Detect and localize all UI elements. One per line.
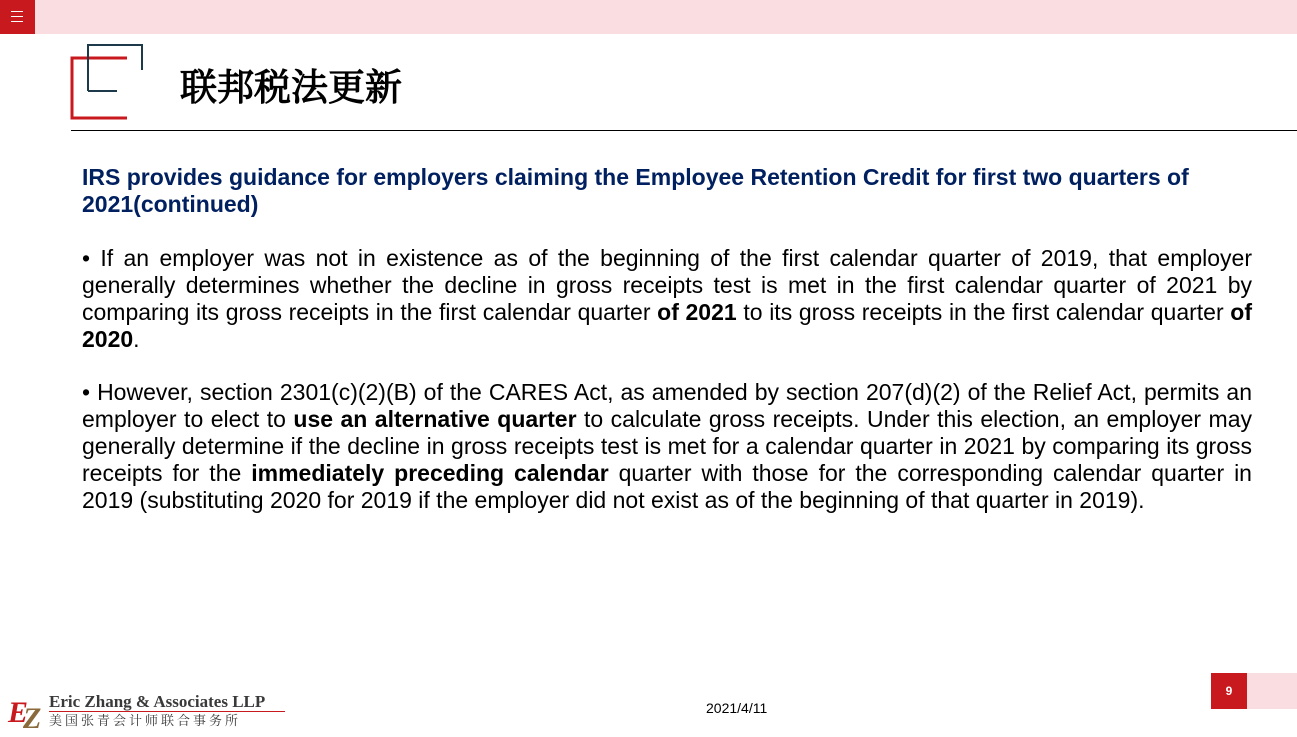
page-number: 9	[1211, 673, 1247, 709]
paragraph-2-text-1: • However, section 2301(c)(2)(B) of the CARES Act, as amended by section 207(d)(2) of the Relief Act, permits an employer to elect to	[82, 379, 1252, 432]
paragraph-2-bold-2: immediately preceding calendar	[251, 460, 609, 486]
firm-name-chinese: 美国张青会计师联合事务所	[49, 714, 242, 729]
paragraph-2-text-3: quarter with those for the corresponding calendar quarter in 2019 (substituting 2020 for 2019 if the employer did not exist as of the beginning of that quarter in 2019).	[82, 460, 1252, 513]
firm-name-underline	[49, 711, 285, 712]
firm-name: Eric Zhang & Associates LLP	[49, 692, 266, 711]
firm-logo	[7, 692, 287, 732]
svg-text:Z: Z	[23, 702, 42, 730]
paragraph-1-text-2: to its gross receipts in the first calendar quarter	[736, 299, 1231, 325]
paragraph-1-text-1: • If an employer was not in existence as of the beginning of the first calendar quarter of 2019, that employer generally determines whether the decline in gross receipts test is met in the first calendar quarter of 2021 by comparing its gross receipts in the first calendar quarter	[82, 245, 1252, 325]
slide-subtitle: IRS provides guidance for employers claiming the Employee Retention Credit for first two quarters of 2021(continued)	[82, 164, 1189, 217]
paragraph-1-bold-1: of 2021	[657, 299, 737, 325]
page-title: 联邦税法更新	[180, 66, 402, 109]
ez-logo-icon	[7, 692, 49, 730]
paragraph-1	[82, 245, 1252, 353]
title-bracket-icon	[70, 43, 150, 123]
paragraph-2-text-2: to calculate gross receipts. Under this election, an employer may generally determine if the decline in gross receipts test is met for a calendar quarter in 2021 by comparing its gross receipts for the	[82, 406, 1252, 486]
top-bar	[0, 0, 1297, 34]
menu-button[interactable]	[0, 0, 35, 34]
svg-text:E: E	[8, 696, 29, 729]
paragraph-1-bold-2: of 2020	[82, 299, 1253, 352]
paragraph-2-bold-1: use an alternative quarter	[293, 406, 577, 432]
footer-date: 2021/4/11	[706, 700, 768, 716]
paragraph-1-text-3: .	[133, 326, 140, 352]
paragraph-2	[82, 379, 1252, 514]
title-divider	[71, 130, 1297, 131]
page-number-band	[1247, 673, 1297, 709]
